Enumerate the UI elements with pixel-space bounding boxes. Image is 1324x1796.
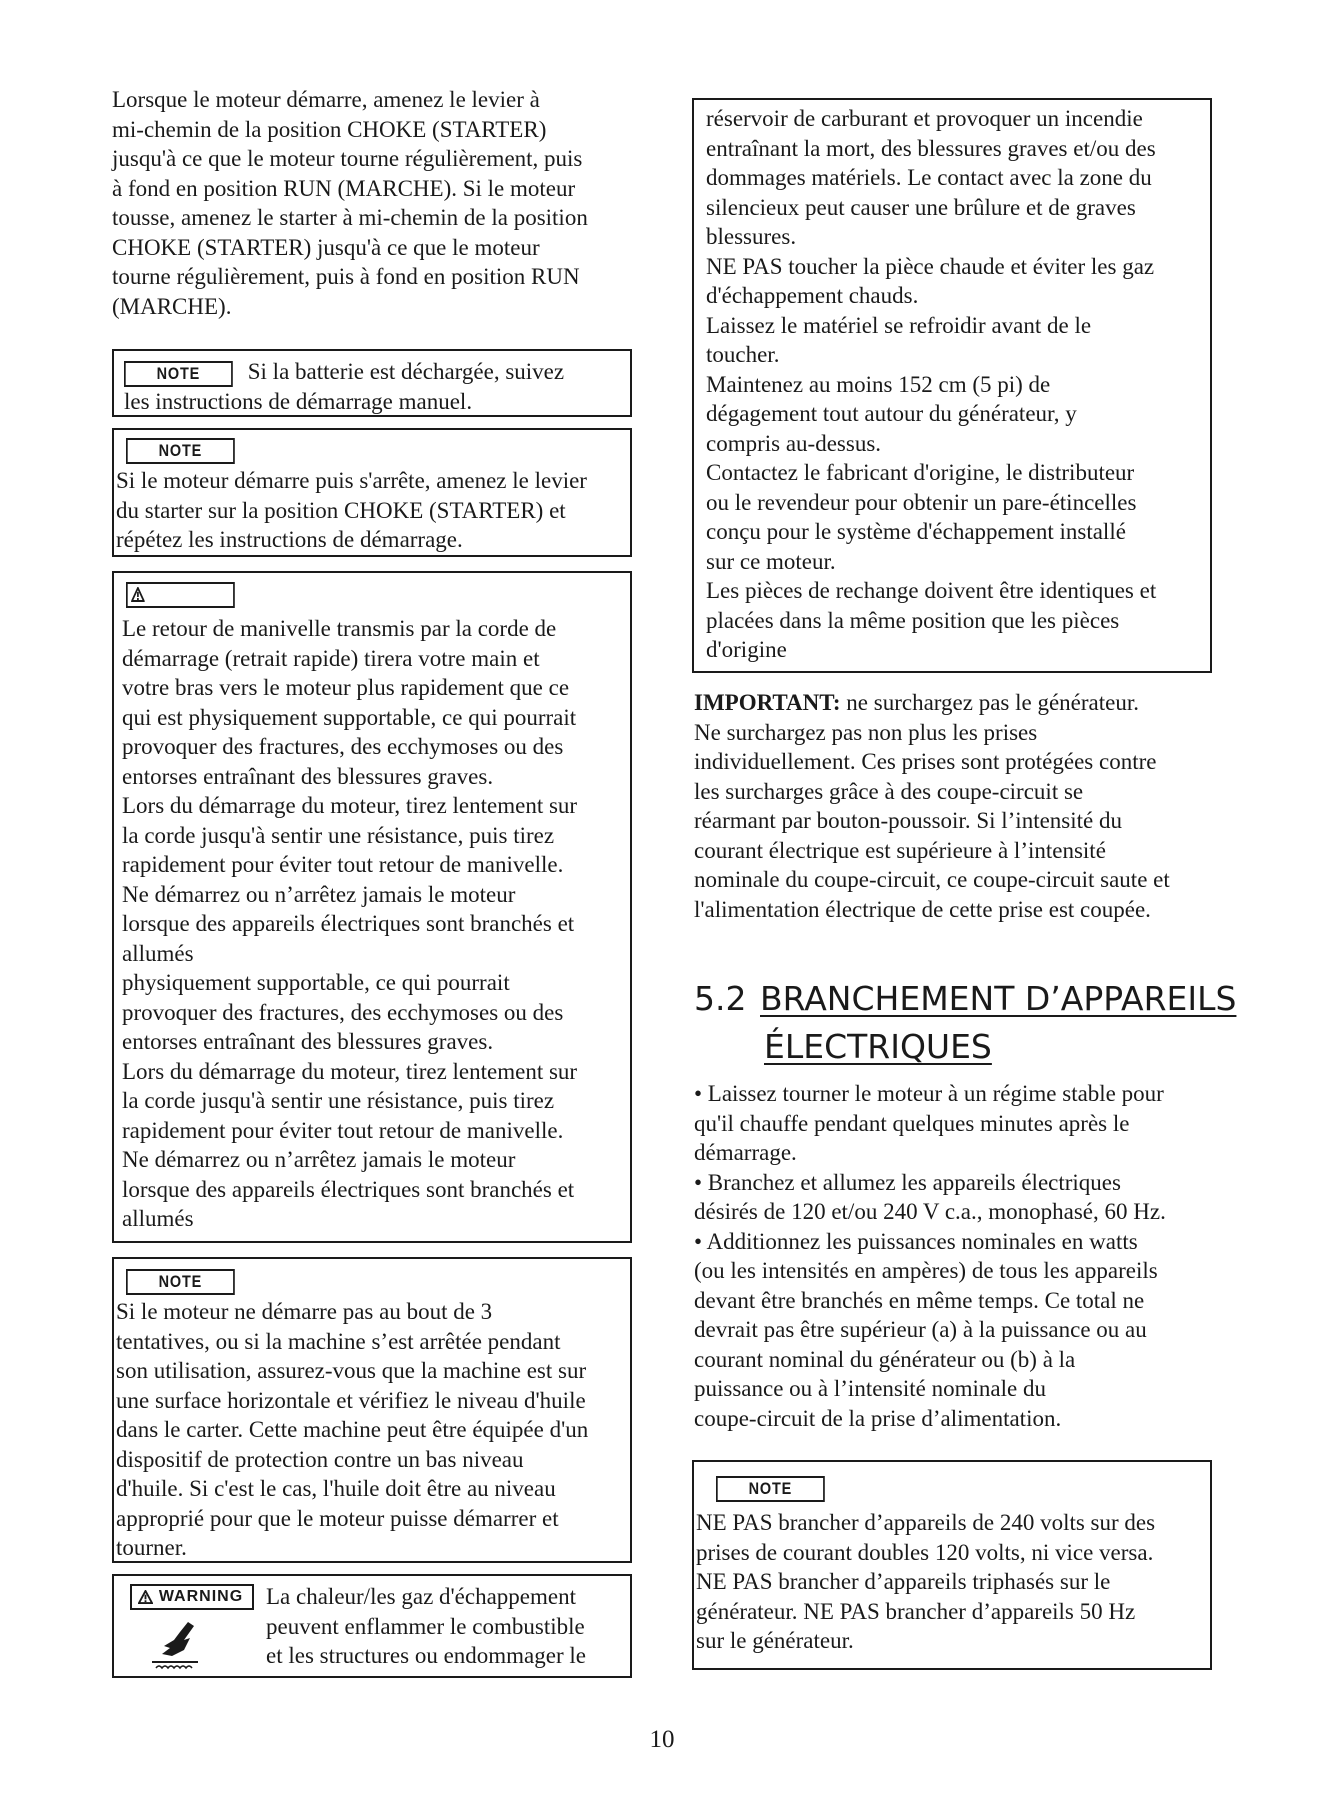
text-line: Ne surchargez pas non plus les prises (694, 719, 1038, 745)
note-label: NOTE (124, 361, 233, 387)
text-line: d'huile. Si c'est le cas, l'huile doit être au niveau (116, 1476, 556, 1501)
text-line: qui est physiquement supportable, ce qui pourrait (122, 704, 577, 730)
text-line: • Laissez tourner le moteur à un régime stable pour (694, 1081, 1164, 1106)
text-line: NE PAS brancher d’appareils de 240 volts sur des (696, 1510, 1156, 1535)
text-line: placées dans la même position que les pièces (706, 607, 1120, 633)
text-line: une surface horizontale et vérifiez le niveau d'huile (116, 1387, 586, 1413)
text-line: blessures. (706, 224, 797, 249)
bullet-list (694, 1079, 1216, 1433)
text-line: jusqu'à ce que le moteur tourne régulièrement, puis (112, 146, 583, 171)
text-line: mi-chemin de la position CHOKE (STARTER) (112, 116, 547, 142)
text-line: courant électrique est supérieure à l’intensité (694, 837, 1106, 863)
text-line: NE PAS brancher d’appareils triphasés sur le (696, 1569, 1111, 1594)
text-line: courant nominal du générateur ou (b) à la (694, 1346, 1076, 1372)
section-heading (694, 975, 1236, 1071)
text-line: la corde jusqu'à sentir une résistance, puis tirez (122, 1088, 555, 1113)
text-line: tentatives, ou si la machine s’est arrêtée pendant (116, 1328, 561, 1354)
note-battery-lines (124, 387, 630, 417)
section-number: 5.2 (694, 979, 747, 1018)
text-line: toucher. (706, 342, 780, 367)
text-line: et les structures ou endommager le (266, 1643, 586, 1668)
note-label-row (114, 1267, 630, 1297)
text-line: réservoir de carburant et provoquer un incendie (706, 106, 1143, 131)
text-line: Si le moteur ne démarre pas au bout de 3 (116, 1299, 493, 1324)
text-line: générateur. NE PAS brancher d’appareils 50 Hz (696, 1598, 1136, 1624)
section-title-line1: BRANCHEMENT D’APPAREILS (760, 979, 1237, 1018)
text-line: devant être branchés en même temps. Ce total ne (694, 1287, 1145, 1313)
text-line: allumés (122, 1206, 194, 1231)
text-line: désirés de 120 et/ou 240 V c.a., monophasé, 60 Hz. (694, 1199, 1166, 1224)
text-line: démarrage. (694, 1140, 797, 1165)
text-line: NE PAS toucher la pièce chaude et éviter les gaz (706, 253, 1155, 279)
text-line: Maintenez au moins 152 cm (5 pi) de (706, 371, 1051, 397)
text-line: CHOKE (STARTER) jusqu'à ce que le moteur (112, 234, 540, 260)
text-line: Le retour de manivelle transmis par la corde de (122, 616, 557, 641)
text-line: devrait pas être supérieur (a) à la puissance ou au (694, 1317, 1147, 1342)
note-choke-lines (114, 466, 630, 555)
text-line: démarrage (retrait rapide) tirera votre main et (122, 645, 540, 671)
note-box-battery (112, 349, 632, 417)
text-line: d'échappement chauds. (706, 283, 919, 308)
text-line: tousse, amenez le starter à mi-chemin de la position (112, 205, 588, 230)
text-line: (ou les intensités en ampères) de tous les appareils (694, 1258, 1158, 1283)
note-restart-lines (114, 1297, 630, 1563)
text-line: peuvent enflammer le combustible (266, 1613, 585, 1639)
text-line: d'origine (706, 637, 787, 662)
text-line: les surcharges grâce à des coupe-circuit se (694, 778, 1084, 804)
important-paragraph (694, 688, 1216, 924)
text-line: lorsque des appareils électriques sont branchés et (122, 1176, 575, 1202)
text-line: (MARCHE). (112, 293, 232, 319)
intro-lines (112, 85, 632, 321)
note-label-row (694, 1474, 1210, 1508)
note-box-choke (112, 428, 632, 557)
note-box-voltage (692, 1460, 1212, 1670)
warning-triangle-icon (131, 587, 145, 602)
text-line: Ne démarrez ou n’arrêtez jamais le moteur (122, 881, 516, 907)
important-label: IMPORTANT: (694, 690, 841, 715)
text-line: entorses entraînant des blessures graves. (122, 763, 494, 789)
text-line: entorses entraînant des blessures graves. (122, 1029, 494, 1054)
important-text: ne surchargez pas le générateur. (840, 690, 1139, 715)
text-line: individuellement. Ces prises sont protégées contre (694, 749, 1157, 774)
note-battery-first-line (124, 357, 630, 387)
warning-continuation-box (692, 98, 1212, 673)
text-line: sur ce moteur. (706, 548, 836, 574)
note-label: NOTE (126, 438, 235, 464)
text-line: conçu pour le système d'échappement installé (706, 519, 1126, 544)
text-line: répétez les instructions de démarrage. (116, 527, 463, 552)
text-line: approprié pour que le moteur puisse démarrer et (116, 1505, 559, 1531)
note-label: NOTE (126, 1269, 235, 1295)
text-line: Les pièces de rechange doivent être identiques et (706, 578, 1157, 603)
page-number: 10 (649, 1726, 675, 1753)
caution-label (126, 582, 235, 608)
text-line: lorsque des appareils électriques sont branchés et (122, 911, 575, 936)
warning-triangle-icon (138, 1590, 153, 1604)
caution-lines (114, 614, 630, 1234)
text-line: rapidement pour éviter tout retour de manivelle. (122, 1117, 564, 1143)
important-first-line (694, 688, 1216, 718)
text-line: la corde jusqu'à sentir une résistance, puis tirez (122, 822, 555, 848)
text-line: nominale du coupe-circuit, ce coupe-circuit saute et (694, 867, 1170, 892)
text-line: allumés (122, 940, 194, 966)
text-line: ou le revendeur pour obtenir un pare-étincelles (706, 489, 1137, 515)
text-line: Lorsque le moteur démarre, amenez le levier à (112, 87, 540, 112)
text-line: entraînant la mort, des blessures graves et/ou des (706, 135, 1156, 161)
text-line: tourne régulièrement, puis à fond en position RUN (112, 264, 580, 289)
text-line: prises de courant doubles 120 volts, ni vice versa. (696, 1539, 1154, 1565)
warning-box-heat (112, 1574, 632, 1678)
text-line: sur le générateur. (696, 1628, 854, 1653)
text-line: coupe-circuit de la prise d’alimentation. (694, 1405, 1062, 1431)
text-line: provoquer des fractures, des ecchymoses ou des (122, 734, 564, 759)
text-line: Lors du démarrage du moteur, tirez lentement sur (122, 1058, 578, 1084)
important-lines (694, 718, 1216, 925)
warning-label (130, 1584, 254, 1610)
note-battery-text: Si la batterie est déchargée, suivez (247, 359, 565, 384)
text-line: l'alimentation électrique de cette prise est coupée. (694, 896, 1151, 922)
text-line: provoquer des fractures, des ecchymoses ou des (122, 999, 564, 1025)
warning-label-text: WARNING (158, 1588, 244, 1605)
text-line: Lors du démarrage du moteur, tirez lentement sur (122, 793, 578, 818)
text-line: rapidement pour éviter tout retour de manivelle. (122, 852, 564, 877)
text-line: dispositif de protection contre un bas niveau (116, 1446, 524, 1472)
text-line: silencieux peut causer une brûlure et de graves (706, 194, 1136, 220)
section-title-line2: ÉLECTRIQUES (764, 1027, 992, 1066)
warning-heat-lines (266, 1582, 586, 1671)
text-line: Laissez le matériel se refroidir avant de le (706, 312, 1092, 338)
text-line: qu'il chauffe pendant quelques minutes après le (694, 1110, 1130, 1136)
text-line: du starter sur la position CHOKE (STARTER) et (116, 497, 566, 523)
warning-continuation-lines (706, 104, 1210, 665)
caution-label-row (114, 582, 630, 614)
note-label-row (114, 436, 630, 466)
note-label: NOTE (716, 1476, 825, 1502)
text-line: dans le carter. Cette machine peut être équipée d'un (116, 1417, 589, 1442)
note-voltage-lines (694, 1508, 1210, 1656)
text-line: compris au-dessus. (706, 430, 882, 456)
text-line: les instructions de démarrage manuel. (124, 389, 473, 414)
text-line: La chaleur/les gaz d'échappement (266, 1584, 577, 1609)
text-line: dégagement tout autour du générateur, y (706, 401, 1077, 426)
text-line: votre bras vers le moteur plus rapidement que ce (122, 675, 570, 700)
intro-paragraph (112, 85, 632, 321)
text-line: à fond en position RUN (MARCHE). Si le moteur (112, 175, 576, 201)
text-line: Si le moteur démarre puis s'arrête, amenez le levier (116, 468, 587, 493)
hot-surface-hand-icon (150, 1620, 210, 1670)
bullet-lines (694, 1079, 1216, 1433)
text-line: réarmant par bouton-poussoir. Si l’intensité du (694, 808, 1122, 833)
note-box-restart (112, 1257, 632, 1563)
text-line: son utilisation, assurez-vous que la machine est sur (116, 1358, 587, 1383)
caution-box-kickback (112, 571, 632, 1243)
text-line: Contactez le fabricant d'origine, le distributeur (706, 460, 1135, 485)
text-line: Ne démarrez ou n’arrêtez jamais le moteur (122, 1147, 516, 1172)
text-line: physiquement supportable, ce qui pourrait (122, 970, 510, 995)
text-line: • Additionnez les puissances nominales en watts (694, 1228, 1138, 1254)
text-line: dommages matériels. Le contact avec la zone du (706, 165, 1152, 190)
text-line: puissance ou à l’intensité nominale du (694, 1376, 1046, 1401)
text-line: tourner. (116, 1535, 187, 1560)
text-line: • Branchez et allumez les appareils électriques (694, 1169, 1121, 1195)
